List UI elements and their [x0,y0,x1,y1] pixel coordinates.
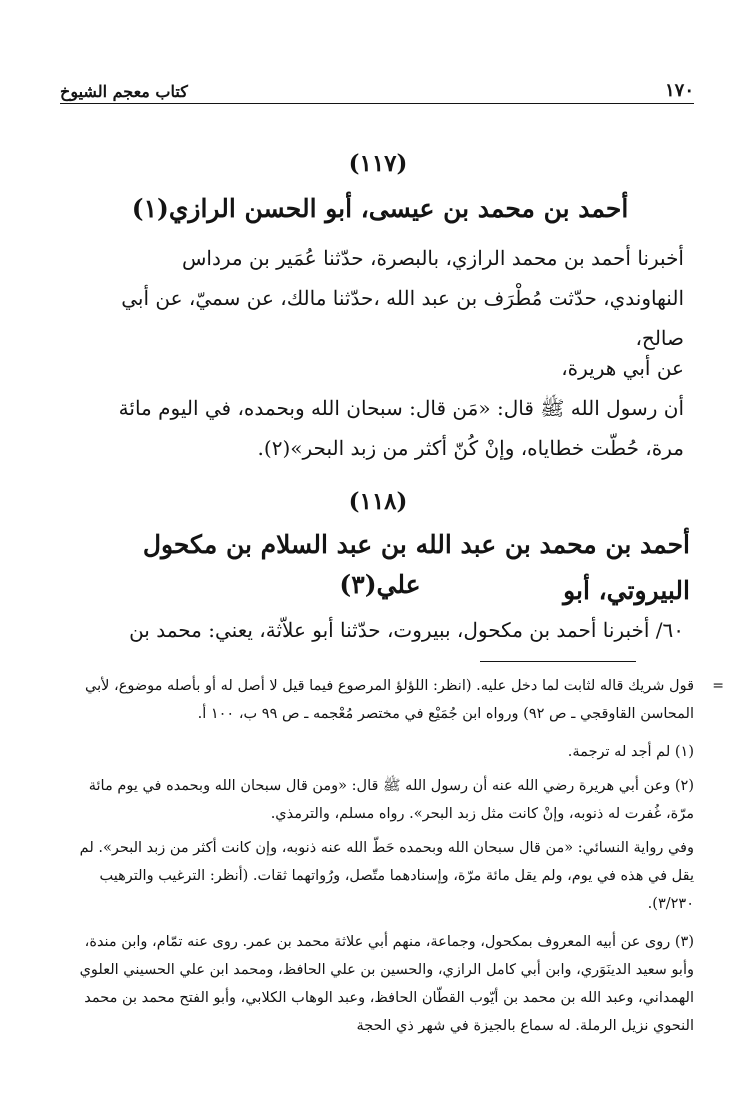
book-title: كتاب معجم الشيوخ [60,82,188,101]
continuation-marker: = [712,678,724,694]
entry-number: (١١٧) [348,150,408,177]
entry-body-hadith [72,348,684,468]
footnote-1: (١) لم أجد له ترجمة. [567,744,694,760]
footnote-2: (٢) وعن أبي هريرة رضي الله عنه أن رسول الله ﷺ قال: «ومن قال سبحان الله وبحمده في يوم مائة مرّة، غُفرت له ذنوبه، وإنْ كانت مثل زبد البحر». رواه مسلم، والترمذي. [88,778,694,822]
body-line: النهاوندي، حدّثت مُطْرَف بن عبد الله ،حدّثنا مالك، عن سميّ، عن أبي [121,286,684,310]
body-line: أن رسول الله ﷺ قال: «مَن قال: سبحان الله وبحمده، في اليوم مائة [118,396,684,420]
footnote-continuation: قول شريك قاله لثابت لما دخل عليه. (انظر: اللؤلؤ المرصوع فيما قيل لا أصل له أو بأصله موضوع، لأبي المحاسن القاوقجي ـ ص ٩٢) ورواه ابن جُمَيْع في مختصر مُعْجمه ـ ص ٩٩ ب، ١٠٠ أ. [85,678,694,722]
running-head [60,74,694,104]
entry-title: علي(٣) [339,570,421,599]
body-line: عن أبي هريرة، [561,356,684,380]
footnote-2-continuation: وفي رواية النسائي: «من قال سبحان الله وبحمده حَطّ الله عنه ذنوبه، وإن كانت أكثر من زبد البحر». لم يقل في هذه في يوم، ولم يقل مائة مرّة، وإسنادهما متّصل، ورُواتهما ثقات. (أنظر: الترغيب والترهيب ٣/٢٣٠). [79,840,694,912]
entry-title: أحمد بن محمد بن عيسى، أبو الحسن الرازي(١) [131,194,629,223]
header-rule [60,103,694,104]
entry-title: أحمد بن محمد بن عبد الله بن عبد السلام بن مكحول البيروتي، أبو [142,530,690,605]
body-line: صالح، [635,326,684,350]
entry-number: (١١٨) [348,488,408,515]
entry-body [72,610,684,650]
page-number: ١٧٠ [664,80,694,101]
footnote-rule [480,661,636,662]
body-line: مرة، حُطّت خطاياه، وإنْ كُنّ أكثر من زبد البحر»(٢). [257,436,684,460]
footnote-3: (٣) روى عن أبيه المعروف بمكحول، وجماعة، منهم أبي علاثة محمد بن عمر. روى عنه تمّام، وابن مندة، وأبو سعيد الدينَوَري، وابن أبي كامل الرازي، والحسين بن علي الحافظ، ومحمد ابن علي الحسيني العلوي الهمداني، وعبد الله بن محمد بن أيّوب القطّان الحافظ، وعبد الوهاب الكلابي، وأبو الفتح محمد بن محمد النحوي نزيل الرملة. له سماع بالجيزة في شهر ذي الحجة [79,934,694,1034]
body-line: ٦٠/ أخبرنا أحمد بن مكحول، ببيروت، حدّثنا أبو علاّثة، يعني: محمد بن [129,618,684,642]
footnotes [66,672,724,1046]
body-line: أخبرنا أحمد بن محمد الرازي، بالبصرة، حدّثنا عُمَير بن مرداس [182,246,684,270]
entry-body [72,238,684,358]
